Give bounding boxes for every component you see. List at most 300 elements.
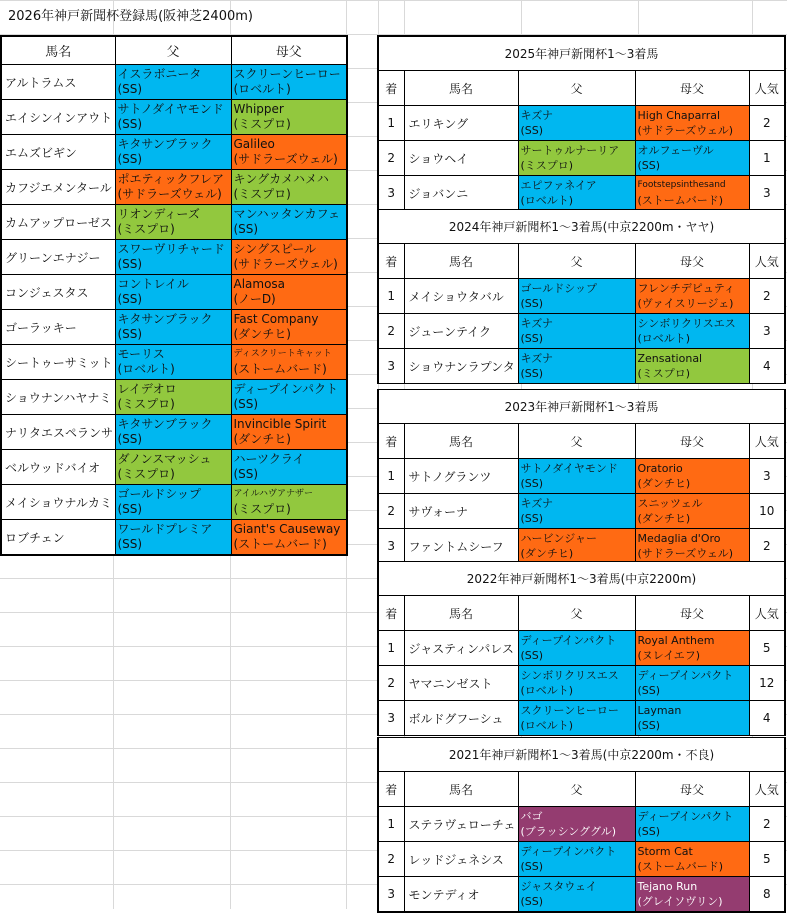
horse-name: メイショウタバル [404,279,518,314]
dam-sire-cell [231,135,347,170]
popularity: 2 [749,279,785,314]
dam-sire-name: Royal Anthem [637,634,715,647]
popularity: 5 [749,631,785,666]
past-results-table [377,561,786,736]
sire-lineage: (SS) [117,257,143,271]
finish-position: 1 [378,106,404,141]
sire-name: サートゥルナーリア [520,144,620,157]
dam-sire-lineage: (ダンチヒ) [233,432,291,446]
horse-name: ショウナンラプンタ [404,349,518,384]
result-row [378,176,785,211]
sire-cell [518,279,635,314]
header-popularity: 人気 [749,424,785,459]
sire-lineage: (SS) [520,860,544,873]
sire-name: ディープインパクト [520,845,617,858]
sire-cell [115,485,231,520]
sire-cell [518,701,635,736]
dam-sire-name: Zensational [637,352,703,365]
header-popularity: 人気 [749,71,785,106]
horse-name: エリキング [404,106,518,141]
section-header-row [378,772,785,807]
dam-sire-lineage: (ミスプロ) [233,117,291,131]
page-title: 2026年神戸新聞杯登録馬(阪神芝2400m) [8,9,253,24]
popularity: 1 [749,141,785,176]
popularity: 5 [749,842,785,877]
dam-sire-name: スクリーンヒーロー [233,67,341,81]
section-title: 2025年神戸新聞杯1～3着馬 [378,36,785,71]
sire-lineage: (ロベルト) [520,194,574,207]
sire-cell [115,275,231,310]
sire-lineage: (SS) [520,367,544,380]
sire-lineage: (SS) [117,292,143,306]
horse-name: ファントムシーフ [404,529,518,564]
dam-sire-name: Fast Company [233,312,319,326]
registered-horse-row [1,345,347,380]
dam-sire-lineage: (SS) [637,825,661,838]
horse-name: メイショウナルカミ [1,485,115,520]
dam-sire-cell [231,415,347,450]
sire-name: ダノンスマッシュ [117,452,212,466]
section-header-row [378,596,785,631]
result-row [378,631,785,666]
sire-lineage: (ロベルト) [117,362,175,376]
sire-name: スワーヴリチャード [117,242,225,256]
header-sire: 父 [518,244,635,279]
result-row [378,314,785,349]
result-row [378,877,785,913]
sire-cell [518,459,635,494]
dam-sire-cell [635,106,749,141]
sire-cell [115,415,231,450]
finish-position: 3 [378,349,404,384]
horse-name: ジョバンニ [404,176,518,211]
horse-name: ステラヴェローチェ [404,807,518,842]
registered-horse-row [1,135,347,170]
dam-sire-name: スニッツェル [637,497,703,510]
dam-sire-lineage: (SS) [637,719,661,732]
horse-name: ボルドグフーシュ [404,701,518,736]
dam-sire-lineage: (グレイソヴリン) [637,895,723,908]
dam-sire-cell [635,279,749,314]
sire-lineage: (SS) [117,537,143,551]
dam-sire-name: Medaglia d'Oro [637,532,721,545]
sire-cell [518,176,635,211]
dam-sire-lineage: (ダンチヒ) [233,327,291,341]
sire-lineage: (ミスプロ) [117,397,175,411]
sire-cell [518,106,635,141]
dam-sire-lineage: (ストームバード) [233,362,327,376]
sire-lineage: (ミスプロ) [117,467,175,481]
sire-lineage: (SS) [117,502,143,516]
sire-lineage: (SS) [117,82,143,96]
sire-lineage: (SS) [520,477,544,490]
horse-name: ナリタエスペランサ [1,415,115,450]
dam-sire-lineage: (ストームバード) [233,537,327,551]
sire-cell [518,141,635,176]
dam-sire-lineage: (サドラーズウェル) [637,547,734,560]
dam-sire-name: ディープインパクト [637,810,734,823]
header-dam-sire: 母父 [635,424,749,459]
horse-name: ゴーラッキー [1,310,115,345]
finish-position: 3 [378,701,404,736]
dam-sire-cell [231,310,347,345]
result-row [378,106,785,141]
dam-sire-lineage: (SS) [233,467,259,481]
header-rank: 着 [378,244,404,279]
horse-name: グリーンエナジー [1,240,115,275]
sire-lineage: (SS) [117,432,143,446]
registered-horse-row [1,380,347,415]
sire-name: イスラボニータ [117,67,202,81]
result-row [378,494,785,529]
horse-name: コンジェスタス [1,275,115,310]
finish-position: 1 [378,631,404,666]
dam-sire-cell [231,240,347,275]
sire-cell [518,842,635,877]
horse-name: ショウナンハヤナミ [1,380,115,415]
dam-sire-lineage: (サドラーズウェル) [637,124,734,137]
sire-lineage: (ダンチヒ) [520,547,574,560]
dam-sire-cell [635,807,749,842]
dam-sire-cell [231,275,347,310]
section-title-row [378,562,785,596]
finish-position: 2 [378,842,404,877]
dam-sire-cell [635,349,749,384]
header-rank: 着 [378,424,404,459]
horse-name: サトノグランツ [404,459,518,494]
header-rank: 着 [378,596,404,631]
registered-horse-row [1,100,347,135]
sire-name: キタサンブラック [117,417,213,431]
header-popularity: 人気 [749,596,785,631]
sire-name: ディープインパクト [520,634,617,647]
dam-sire-cell [231,65,347,100]
horse-name: モンテディオ [404,877,518,913]
dam-sire-cell [231,520,347,556]
dam-sire-lineage: (サドラーズウェル) [233,152,338,166]
header-popularity: 人気 [749,244,785,279]
header-dam-sire: 母父 [231,36,347,65]
sire-name: キズナ [520,317,554,330]
sire-lineage: (SS) [520,124,544,137]
sire-name: リオンディーズ [117,207,200,221]
sire-cell [115,310,231,345]
dam-sire-name: Invincible Spirit [233,417,327,431]
sire-lineage: (SS) [520,512,544,525]
sire-name: サトノダイヤモンド [520,462,618,475]
header-dam-sire: 母父 [635,244,749,279]
dam-sire-cell [635,666,749,701]
dam-sire-name: Oratorio [637,462,683,475]
sire-name: ゴールドシップ [117,487,202,501]
dam-sire-cell [635,842,749,877]
dam-sire-lineage: (SS) [233,397,259,411]
result-row [378,666,785,701]
finish-position: 2 [378,666,404,701]
dam-sire-cell [635,459,749,494]
dam-sire-name: Storm Cat [637,845,693,858]
horse-name: エムズビギン [1,135,115,170]
sire-name: キズナ [520,109,554,122]
finish-position: 3 [378,176,404,211]
finish-position: 2 [378,494,404,529]
sire-name: バゴ [520,810,543,823]
dam-sire-name: ハーツクライ [233,452,305,466]
sire-lineage: (SS) [520,297,544,310]
sire-cell [115,100,231,135]
finish-position: 2 [378,314,404,349]
popularity: 3 [749,459,785,494]
registered-horse-row [1,275,347,310]
past-results-table [377,389,786,564]
sire-cell [518,877,635,913]
horse-name: カムアップローゼス [1,205,115,240]
dam-sire-cell [231,485,347,520]
dam-sire-name: ディープインパクト [637,669,734,682]
horse-name: シートゥーサミット [1,345,115,380]
sire-cell [518,529,635,564]
popularity: 2 [749,529,785,564]
sire-lineage: (SS) [117,117,143,131]
dam-sire-name: Whipper [233,102,284,116]
dam-sire-cell [231,100,347,135]
dam-sire-name: Giant's Causeway [233,522,341,536]
sire-lineage: (ミスプロ) [117,222,175,236]
horse-name: エイシンインアウト [1,100,115,135]
past-results-table [377,35,786,211]
dam-sire-name: ディスクリートキャット [233,349,332,359]
registered-horse-row [1,240,347,275]
dam-sire-cell [231,345,347,380]
section-title-row [378,36,785,71]
section-header-row [378,71,785,106]
dam-sire-lineage: (SS) [637,159,661,172]
header-rank: 着 [378,71,404,106]
sire-cell [115,170,231,205]
sire-lineage: (ブラッシンググル) [520,825,617,838]
sire-lineage: (ロベルト) [520,684,574,697]
dam-sire-lineage: (SS) [233,222,259,236]
section-header-row [378,244,785,279]
dam-sire-lineage: (ロベルト) [637,332,691,345]
dam-sire-lineage: (ミスプロ) [637,367,691,380]
registered-horse-row [1,450,347,485]
dam-sire-cell [635,529,749,564]
dam-sire-cell [635,314,749,349]
header-rank: 着 [378,772,404,807]
section-title: 2023年神戸新聞杯1～3着馬 [378,390,785,424]
header-dam-sire: 母父 [635,772,749,807]
sire-lineage: (SS) [117,152,143,166]
sire-name: レイデオロ [117,382,177,396]
dam-sire-lineage: (ダンチヒ) [637,512,691,525]
sire-name: キズナ [520,352,554,365]
sire-cell [115,65,231,100]
dam-sire-lineage: (サドラーズウェル) [233,257,338,271]
registered-horses-table [0,35,348,556]
section-title: 2022年神戸新聞杯1～3着馬(中京2200m) [378,562,785,596]
dam-sire-name: Galileo [233,137,275,151]
sire-lineage: (ミスプロ) [520,159,574,172]
dam-sire-lineage: (ロベルト) [233,82,291,96]
sire-lineage: (SS) [520,649,544,662]
popularity: 8 [749,877,785,913]
result-row [378,807,785,842]
section-title: 2024年神戸新聞杯1～3着馬(中京2200m・ヤヤ) [378,210,785,244]
section-title-row [378,210,785,244]
sire-cell [518,494,635,529]
sire-cell [115,380,231,415]
sire-cell [115,345,231,380]
sire-lineage: (SS) [520,895,544,908]
section-title-row [378,390,785,424]
registered-horse-row [1,310,347,345]
popularity: 2 [749,807,785,842]
horse-name: ショウヘイ [404,141,518,176]
header-sire: 父 [115,36,231,65]
popularity: 3 [749,176,785,211]
dam-sire-name: Alamosa [233,277,286,291]
result-row [378,529,785,564]
section-title-row [378,738,785,772]
dam-sire-cell [635,141,749,176]
dam-sire-name: キングカメハメハ [233,172,329,186]
past-results-table [377,209,786,384]
header-sire: 父 [518,596,635,631]
sire-name: コントレイル [117,277,189,291]
registered-horse-row [1,520,347,556]
dam-sire-name: ディープインパクト [233,382,339,396]
popularity: 2 [749,106,785,141]
sire-lineage: (SS) [117,327,143,341]
horse-name: ジャスティンパレス [404,631,518,666]
sire-cell [518,349,635,384]
dam-sire-lineage: (ミスプロ) [233,502,291,516]
past-results-panel [377,35,787,908]
horse-name: サヴォーナ [404,494,518,529]
sire-name: ゴールドシップ [520,282,598,295]
dam-sire-name: マンハッタンカフェ [233,207,341,221]
header-horse-name: 馬名 [1,36,115,65]
dam-sire-lineage: (ストームバード) [637,194,724,207]
sire-cell [518,807,635,842]
sire-cell [115,205,231,240]
sire-name: ハービンジャー [520,532,598,545]
sire-cell [115,520,231,556]
section-title: 2021年神戸新聞杯1～3着馬(中京2200m・不良) [378,738,785,772]
dam-sire-name: Tejano Run [637,880,698,893]
sire-name: キタサンブラック [117,312,213,326]
dam-sire-cell [635,701,749,736]
horse-name: レッドジェネシス [404,842,518,877]
dam-sire-cell [635,631,749,666]
header-horse-name: 馬名 [404,71,518,106]
registered-horse-row [1,415,347,450]
sire-name: モーリス [117,347,165,361]
sire-name: ポエティックフレア [117,172,225,186]
dam-sire-lineage: (SS) [637,684,661,697]
result-row [378,842,785,877]
dam-sire-name: シンボリクリスエス [637,317,736,330]
result-row [378,279,785,314]
registered-horse-row [1,170,347,205]
sire-name: キタサンブラック [117,137,213,151]
sire-cell [518,631,635,666]
registered-horse-row [1,205,347,240]
registered-horse-row [1,485,347,520]
popularity: 4 [749,349,785,384]
dam-sire-cell [231,380,347,415]
header-horse-name: 馬名 [404,424,518,459]
sire-name: シンボリクリスエス [520,669,619,682]
dam-sire-name: Layman [637,704,682,717]
section-header-row [378,424,785,459]
sire-cell [115,450,231,485]
sire-name: ワールドプレミア [117,522,213,536]
horse-name: カフジエメンタール [1,170,115,205]
horse-name: ヤマニンゼスト [404,666,518,701]
header-popularity: 人気 [749,772,785,807]
popularity: 3 [749,314,785,349]
sire-name: サトノダイヤモンド [117,102,224,116]
dam-sire-name: Footstepsinthesand [637,180,726,190]
header-horse-name: 馬名 [404,596,518,631]
sire-name: キズナ [520,497,554,510]
header-sire: 父 [518,424,635,459]
sire-lineage: (SS) [520,332,544,345]
dam-sire-name: High Chaparral [637,109,721,122]
registered-horse-row [1,65,347,100]
horse-name: ジューンテイク [404,314,518,349]
sire-cell [115,240,231,275]
result-row [378,701,785,736]
header-dam-sire: 母父 [635,71,749,106]
finish-position: 3 [378,877,404,913]
header-horse-name: 馬名 [404,244,518,279]
dam-sire-lineage: (ストームバード) [637,860,724,873]
dam-sire-lineage: (ダンチヒ) [637,477,691,490]
sire-cell [518,666,635,701]
popularity: 12 [749,666,785,701]
sire-name: スクリーンヒーロー [520,704,619,717]
horse-name: ロブチェン [1,520,115,556]
sire-cell [518,314,635,349]
finish-position: 2 [378,141,404,176]
sire-name: ジャスタウェイ [520,880,597,893]
dam-sire-name: シングスピール [233,242,317,256]
dam-sire-cell [231,170,347,205]
header-dam-sire: 母父 [635,596,749,631]
finish-position: 3 [378,529,404,564]
dam-sire-cell [635,877,749,913]
result-row [378,349,785,384]
dam-sire-name: オルフェーヴル [637,144,714,157]
dam-sire-cell [635,494,749,529]
sire-name: エピファネイア [520,179,597,192]
dam-sire-name: フレンチデピュティ [637,282,735,295]
horse-name: ベルウッドバイオ [1,450,115,485]
past-results-table [377,737,786,913]
result-row [378,459,785,494]
registered-horses-body [1,36,347,555]
dam-sire-lineage: (ミスプロ) [233,187,291,201]
dam-sire-cell [635,176,749,211]
finish-position: 1 [378,279,404,314]
header-sire: 父 [518,772,635,807]
header-horse-name: 馬名 [404,772,518,807]
sire-lineage: (サドラーズウェル) [117,187,222,201]
finish-position: 1 [378,459,404,494]
